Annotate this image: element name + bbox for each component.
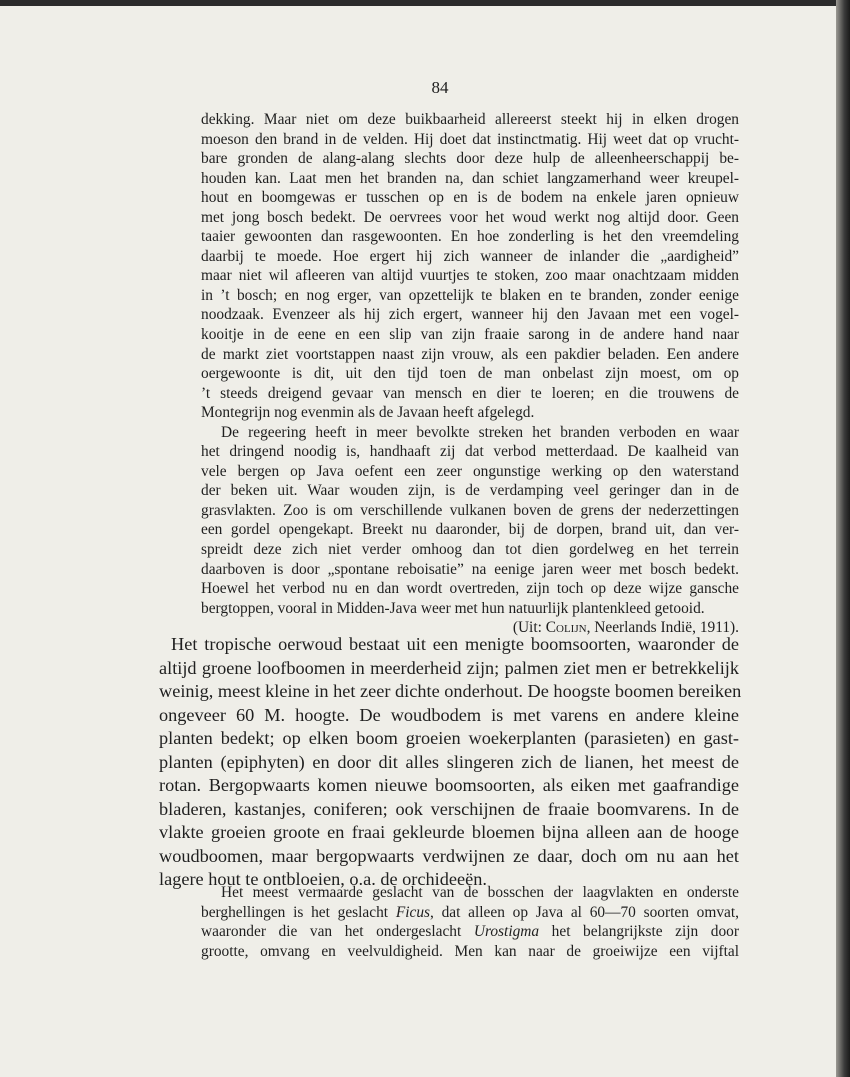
text-line: houden kan. Laat men het branden na, dan schiet langzamerhand weer kreupel- <box>201 169 739 187</box>
subgenus-urostigma: Urostigma <box>473 923 540 941</box>
text-line: lagere hout te ontbloeien, o.a. de orchideeën. <box>159 869 487 889</box>
quote-paragraph-1 <box>201 110 739 423</box>
text-line: dekking. Maar niet om deze buikbaarheid allereerst steekt hij in elken drogen <box>201 111 739 128</box>
text-line: vele bergen op Java oefent een zeer ongunstige werking op den waterstand <box>201 462 739 480</box>
text-line: hout en boomgewas er tusschen op en is de bodem na enkele jaren opnieuw <box>201 189 739 207</box>
text-line: bergtoppen, vooral in Midden-Java weer met hun natuurlijk plantenkleed getooid. <box>201 599 705 617</box>
text-line: het dringend noodig is, handhaaft zij dat verbod metterdaad. De kaalheid van <box>201 443 739 461</box>
ficus-line-2: berghellingen is het geslacht Ficus, dat alleen op Java al 60—70 soorten omvat, <box>201 903 739 921</box>
quoted-passage <box>201 110 739 638</box>
text-line: De regeering heeft in meer bevolkte streken het branden verboden en waar <box>221 423 739 441</box>
quote-paragraph-2 <box>201 423 739 618</box>
ficus-line-1: Het meest vermaarde geslacht van de bosschen der laagvlakten en onderste <box>221 884 739 901</box>
text-line: grasvlakten. Zoo is om verschillende vulkanen boven de grens der nederzettingen <box>201 501 739 519</box>
text-line: ongeveer 60 M. hoogte. De woudbodem is met varens en andere kleine <box>159 704 739 725</box>
text-line: een gordel opengekapt. Breekt nu daaronder, bij de dorpen, brand uit, dan ver- <box>201 521 739 539</box>
text-line: vlakte groeien groote en fraai gekleurde bloemen bijna alleen aan de hooge <box>159 822 739 842</box>
text-line: noodzaak. Evenzeer als hij zich ergert, wanneer hij den Javaan met een vogel- <box>201 306 739 324</box>
text-line: ’t steeds dreigend gevaar van mensch en dier te loeren; en die trouwens de <box>201 384 739 402</box>
text-line: in ’t bosch; en nog erger, van opzettelijk te blaken en te branden, zonder eenige <box>201 286 739 304</box>
text-line: planten bedekt; op elken boom groeien woekerplanten (parasieten) en gast- <box>159 728 739 748</box>
text-line: altijd groene loofboomen in meerderheid zijn; palmen ziet men er betrekkelijk <box>159 657 739 678</box>
text-line: der beken uit. Waar wouden zijn, is de verdamping veel geringer dan in de <box>201 482 739 500</box>
text-line: kooitje in de eene en een slip van zijn fraaie sarong in de andere hand naar <box>201 326 739 344</box>
text-line: Het tropische oerwoud bestaat uit een menigte boomsoorten, waaronder de <box>171 634 739 654</box>
book-page <box>0 6 836 1077</box>
text-line: daarboven is door „spontane reboisatie” na eenige jaren weer met bosch bedekt. <box>201 560 739 578</box>
text-line: spreidt deze zich niet verder omhoog dan tot dien gordelweg en het terrein <box>201 541 739 559</box>
ficus-line-4: grootte, omvang en veelvuldigheid. Men kan naar de groeiwijze een vijftal <box>201 942 739 960</box>
text-line: oergewoonte is dit, uit den tijd toen de man onbelast zijn moest, om op <box>201 365 739 383</box>
text-line: moeson den brand in de velden. Hij doet dat instinctmatig. Hij weet dat op vrucht- <box>201 130 739 148</box>
text-line: de markt ziet voortstappen naast zijn vrouw, als een pakdier beladen. Een andere <box>201 345 739 363</box>
citation-author: Colijn <box>545 619 587 637</box>
text-line: rotan. Bergopwaarts komen nieuwe boomsoorten, als eiken met gaafrandige <box>159 775 739 795</box>
text-line: maar niet wil afleeren van altijd vuurtjes te stoken, zoo maar onachtzaam midden <box>201 267 739 285</box>
page-number: 84 <box>431 78 449 97</box>
text-line: daarbij te moede. Hoe ergert hij zich wanneer de inlander die „aardigheid” <box>201 247 739 265</box>
text-line: met jong bosch bedekt. De oervrees voor het woud werkt nog altijd door. Geen <box>201 208 739 226</box>
text-line: bladeren, kastanjes, coniferen; ook verschijnen de fraaie boomvarens. In de <box>159 798 739 819</box>
ficus-paragraph <box>201 883 739 961</box>
text-line: bare gronden de alang-alang slechts door deze hulp de alleenheerschappij be- <box>201 150 739 168</box>
text-line: Montegrijn nog evenmin als de Javaan heeft afgelegd. <box>201 404 535 422</box>
text-line: Hoewel het verbod nu en dan wordt overtreden, zijn toch op deze wijze gansche <box>201 580 739 598</box>
text-line: woudboomen, maar bergopwaarts verdwijnen ze daar, doch om nu aan het <box>159 845 739 866</box>
text-line: planten (epiphyten) en door dit alles slingeren zich de lianen, het meest de <box>159 751 739 772</box>
text-line: weinig, meest kleine in het zeer dichte onderhout. De hoogste boomen bereiken <box>159 681 742 701</box>
genus-ficus: Ficus <box>395 903 431 921</box>
main-paragraph <box>159 633 742 892</box>
citation: (Uit: Colijn, Neerlands Indië, 1911). <box>512 619 739 637</box>
text-line: taaier gewoonten dan rasgewoonten. En hoe zonderling is het den vreemdeling <box>201 228 739 246</box>
page-edge-shadow <box>836 0 850 1077</box>
ficus-line-3: waaronder die van het ondergeslacht Urostigma het belangrijkste zijn door <box>201 923 739 941</box>
